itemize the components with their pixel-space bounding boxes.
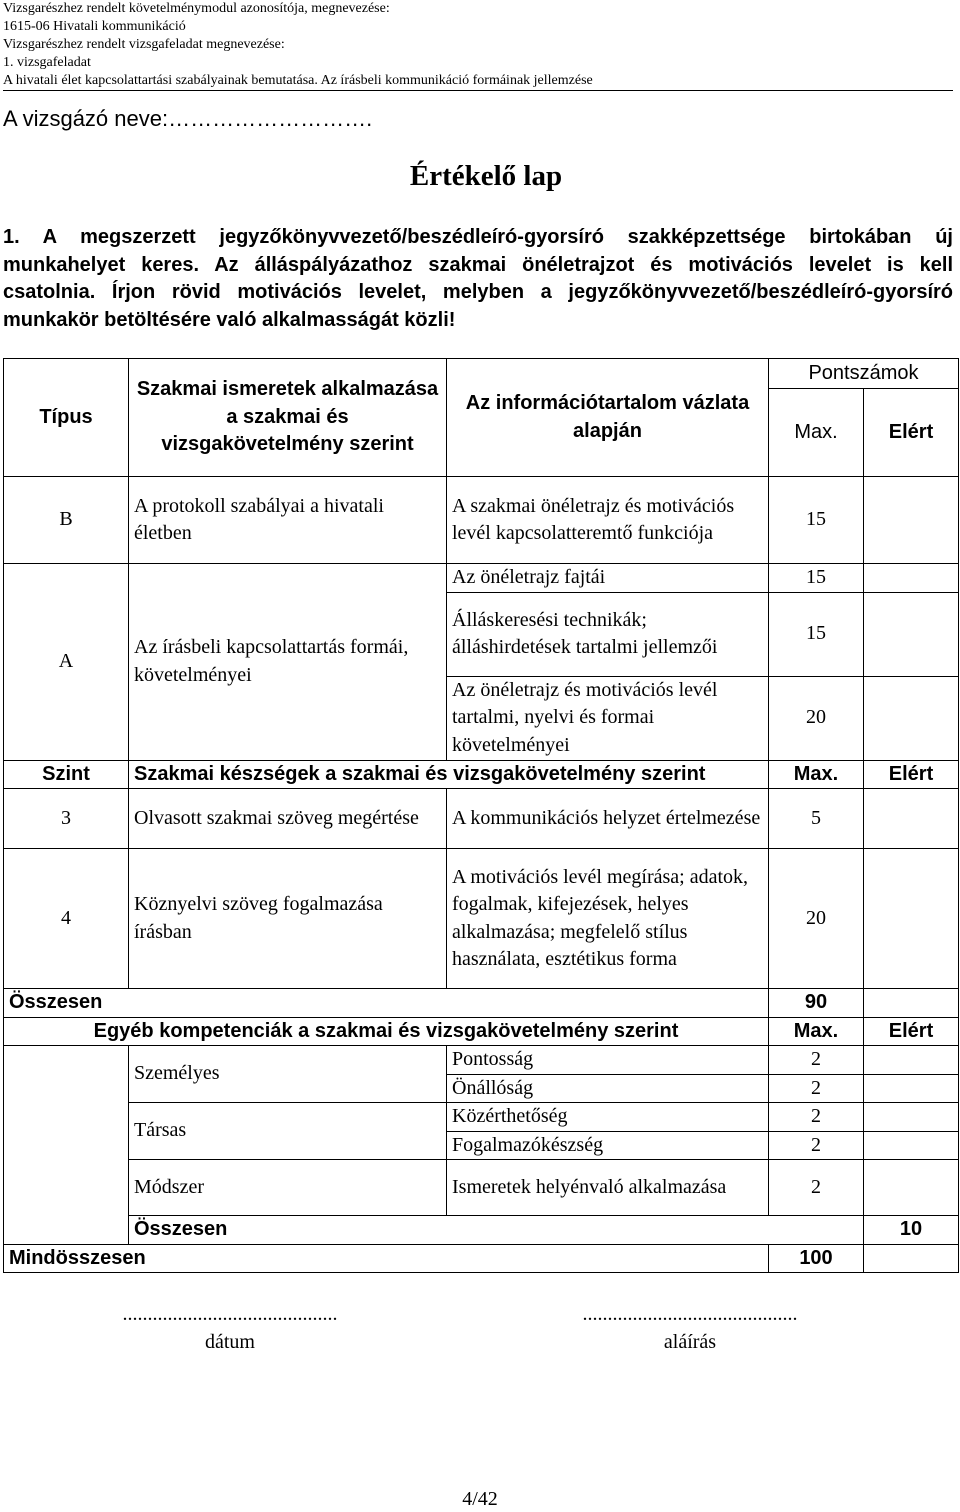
info-cell: Az önéletrajz fajtái xyxy=(447,564,769,593)
task-line: munkakör betöltésére való alkalmasságát közli! xyxy=(3,308,456,331)
item-cell: Fogalmazókészség xyxy=(447,1131,769,1160)
other-title: Egyéb kompetenciák a szakmai és vizsgakövetelmény szerint xyxy=(4,1017,769,1046)
max-cell: 2 xyxy=(769,1103,864,1132)
header-points: Pontszámok xyxy=(769,359,959,389)
header-knowledge: Szakmai ismeretek alkalmazása a szakmai és vizsgakövetelmény szerint xyxy=(129,359,447,477)
subtotal-value: 90 xyxy=(769,989,864,1018)
signature-label: aláírás xyxy=(663,1331,717,1353)
type-cell: A xyxy=(4,564,129,761)
max-cell: 2 xyxy=(769,1160,864,1216)
achieved-cell xyxy=(864,1160,959,1216)
other-achieved-header: Elért xyxy=(864,1017,959,1046)
item-cell: Ismeretek helyénvaló alkalmazása xyxy=(447,1160,769,1216)
grand-total-value: 100 xyxy=(769,1244,864,1273)
info-cell: A motivációs levél megírása; adatok, fogalmak, kifejezések, helyes alkalmazása; megfelelő stílus használata, esztétikus forma xyxy=(447,849,769,989)
type-cell: B xyxy=(4,477,129,564)
header-max: Max. xyxy=(769,389,864,477)
skills-title: Szakmai készségek a szakmai és vizsgakövetelmény szerint xyxy=(129,760,769,789)
group-cell: Személyes xyxy=(129,1046,447,1103)
task-description xyxy=(3,224,953,334)
header-task-label: Vizsgarészhez rendelt vizsgafeladat megnevezése: xyxy=(3,37,285,52)
achieved-cell xyxy=(864,564,959,593)
table-row xyxy=(4,849,959,989)
blank-cell xyxy=(4,1046,129,1245)
table-row xyxy=(4,1103,959,1132)
table-row xyxy=(4,789,959,849)
max-cell: 20 xyxy=(769,676,864,760)
area-cell: A protokoll szabályai a hivatali életben xyxy=(129,477,447,564)
max-cell: 2 xyxy=(769,1074,864,1103)
header-module-name: 1615-06 Hivatali kommunikáció xyxy=(3,19,186,34)
achieved-cell xyxy=(864,1103,959,1132)
skills-max-header: Max. xyxy=(769,760,864,789)
table-row xyxy=(4,1216,959,1245)
subtotal-value: 10 xyxy=(864,1216,959,1245)
item-cell: Pontosság xyxy=(447,1046,769,1075)
table-row xyxy=(4,1017,959,1046)
page-title: Értékelő lap xyxy=(409,160,563,192)
achieved-cell xyxy=(864,989,959,1018)
item-cell: Közérthetőség xyxy=(447,1103,769,1132)
achieved-cell xyxy=(864,1046,959,1075)
other-max-header: Max. xyxy=(769,1017,864,1046)
info-cell: Az önéletrajz és motivációs levél tartalmi, nyelvi és formai követelményei xyxy=(447,676,769,760)
date-signature-block xyxy=(80,1300,380,1356)
achieved-cell xyxy=(864,1244,959,1273)
max-cell: 20 xyxy=(769,849,864,989)
achieved-cell xyxy=(864,849,959,989)
area-cell: Köznyelvi szöveg fogalmazása írásban xyxy=(129,849,447,989)
achieved-cell xyxy=(864,1074,959,1103)
header-module-label: Vizsgarészhez rendelt követelménymodul azonosítója, megnevezése: xyxy=(3,1,390,16)
achieved-cell xyxy=(864,1131,959,1160)
max-cell: 5 xyxy=(769,789,864,849)
evaluation-table xyxy=(3,358,959,1273)
level-cell: 4 xyxy=(4,849,129,989)
date-label: dátum xyxy=(205,1331,255,1353)
candidate-name-field: A vizsgázó neve:………………………. xyxy=(3,106,373,131)
header-info: Az információtartalom vázlata alapján xyxy=(447,359,769,477)
area-cell: Olvasott szakmai szöveg megértése xyxy=(129,789,447,849)
task-line: csatolnia. Írjon rövid motivációs levelet, melyben a jegyzőkönyvvezető/beszédleíró-gyorsíró xyxy=(3,281,953,303)
max-cell: 15 xyxy=(769,592,864,676)
grand-total-label: Mindösszesen xyxy=(4,1244,769,1273)
header-task-name: A hivatali élet kapcsolattartási szabályainak bemutatása. Az írásbeli kommunikáció formáinak jellemzése xyxy=(3,72,953,91)
item-cell: Önállóság xyxy=(447,1074,769,1103)
area-cell: Az írásbeli kapcsolattartás formái, követelményei xyxy=(129,564,447,761)
max-cell: 2 xyxy=(769,1046,864,1075)
achieved-cell xyxy=(864,477,959,564)
table-row xyxy=(4,760,959,789)
header-type: Típus xyxy=(4,359,129,477)
signature-block xyxy=(540,1300,840,1356)
table-row xyxy=(4,564,959,593)
date-dots: ........................................... xyxy=(122,1303,338,1325)
table-row xyxy=(4,1160,959,1216)
info-cell: A szakmai önéletrajz és motivációs levél kapcsolatteremtő funkciója xyxy=(447,477,769,564)
achieved-cell xyxy=(864,789,959,849)
group-cell: Társas xyxy=(129,1103,447,1160)
level-cell: 3 xyxy=(4,789,129,849)
subtotal-label: Összesen xyxy=(4,989,769,1018)
group-cell: Módszer xyxy=(129,1160,447,1216)
info-cell: A kommunikációs helyzet értelmezése xyxy=(447,789,769,849)
table-row xyxy=(4,1046,959,1075)
max-cell: 2 xyxy=(769,1131,864,1160)
table-row xyxy=(4,477,959,564)
header-achieved: Elért xyxy=(864,389,959,477)
achieved-cell xyxy=(864,676,959,760)
table-row xyxy=(4,989,959,1018)
page-number: 4/42 xyxy=(462,1488,498,1510)
signature-dots: ........................................... xyxy=(582,1303,798,1325)
skills-achieved-header: Elért xyxy=(864,760,959,789)
max-cell: 15 xyxy=(769,564,864,593)
skills-level-header: Szint xyxy=(4,760,129,789)
task-line: 1. A megszerzett jegyzőkönyvvezető/beszédleíró-gyorsíró szakképzettsége birtokában új xyxy=(3,226,953,248)
subtotal-label: Összesen xyxy=(129,1216,864,1245)
header-task-number: 1. vizsgafeladat xyxy=(3,55,91,70)
max-cell: 15 xyxy=(769,477,864,564)
document-header xyxy=(3,0,953,91)
task-line: munkahelyet keres. Az álláspályázathoz szakmai önéletrajzot és motivációs levelet is kell xyxy=(3,253,953,276)
table-row xyxy=(4,1244,959,1273)
info-cell: Álláskeresési technikák; álláshirdetések tartalmi jellemzői xyxy=(447,592,769,676)
achieved-cell xyxy=(864,592,959,676)
